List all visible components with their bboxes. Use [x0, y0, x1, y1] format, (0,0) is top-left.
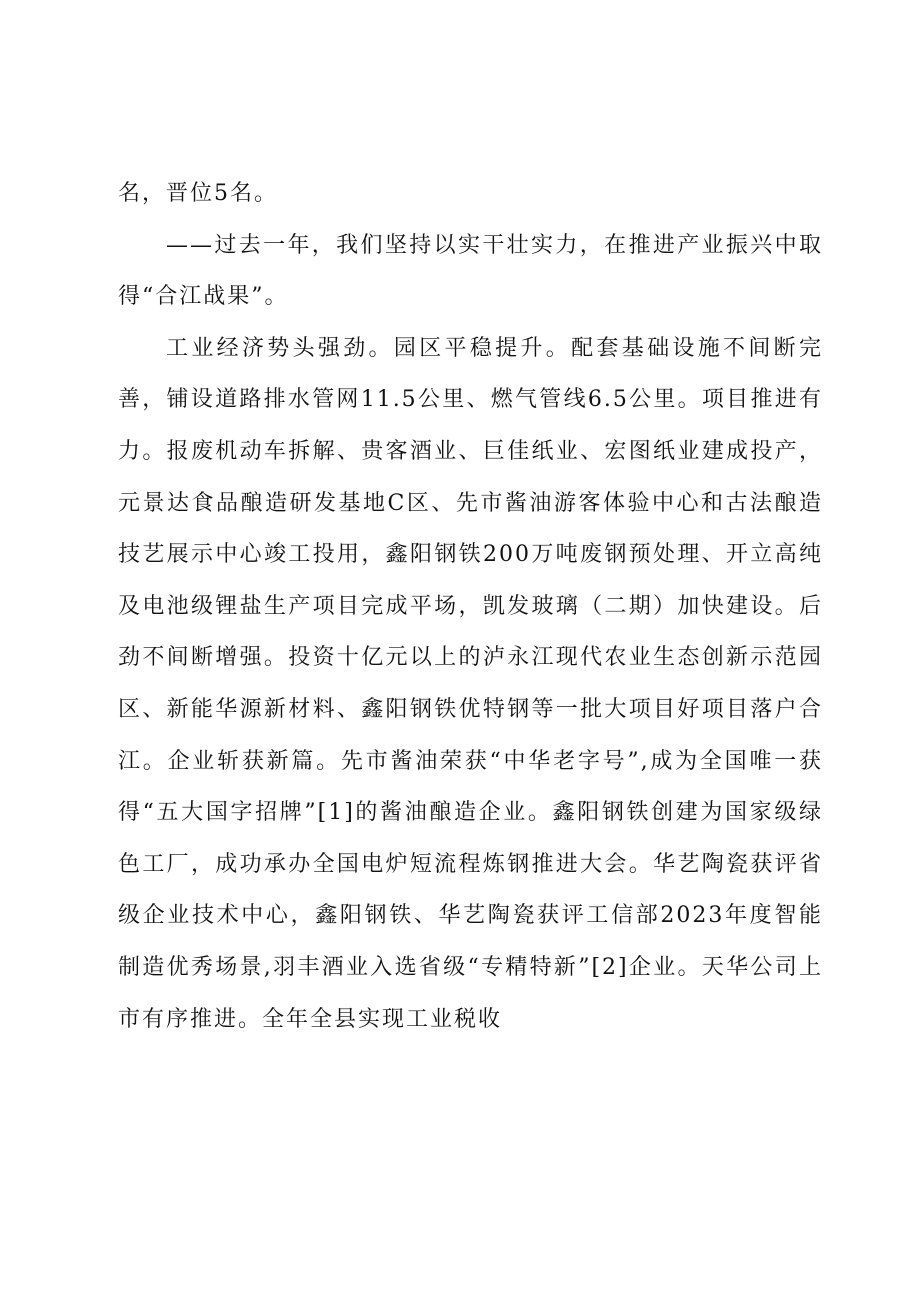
paragraph-continuation: 名，晋位5名。	[118, 181, 278, 206]
body-text	[118, 168, 823, 1045]
paragraph-summary: ——过去一年，我们坚持以实干壮实力，在推进产业振兴中取得“合江战果”。	[118, 232, 823, 310]
paragraph-industry: 工业经济势头强劲。园区平稳提升。配套基础设施不间断完善，铺设道路排水管网11.5公里、燃气管线6.5公里。项目推进有力。报废机动车拆解、贵客酒业、巨佳纸业、宏图纸业建成投产，元景达食品酿造研发基地C区、先市酱油游客体验中心和古法酿造技艺展示中心竣工投用，鑫阳钢铁200万吨废钢预处理、开立高纯及电池级锂盐生产项目完成平场，凯发玻璃（二期）加快建设。后劲不间断增强。投资十亿元以上的泸永江现代农业生态创新示范园区、新能华源新材料、鑫阳钢铁优特钢等一批大项目好项目落户合江。企业斩获新篇。先市酱油荣获“中华老字号”,成为全国唯一获得“五大国字招牌”[1]的酱油酿造企业。鑫阳钢铁创建为国家级绿色工厂，成功承办全国电炉短流程炼钢推进大会。华艺陶瓷获评省级企业技术中心，鑫阳钢铁、华艺陶瓷获评工信部2023年度智能制造优秀场景,羽丰酒业入选省级“专精特新”[2]企业。天华公司上市有序推进。全年全县实现工业税收	[118, 335, 823, 1032]
